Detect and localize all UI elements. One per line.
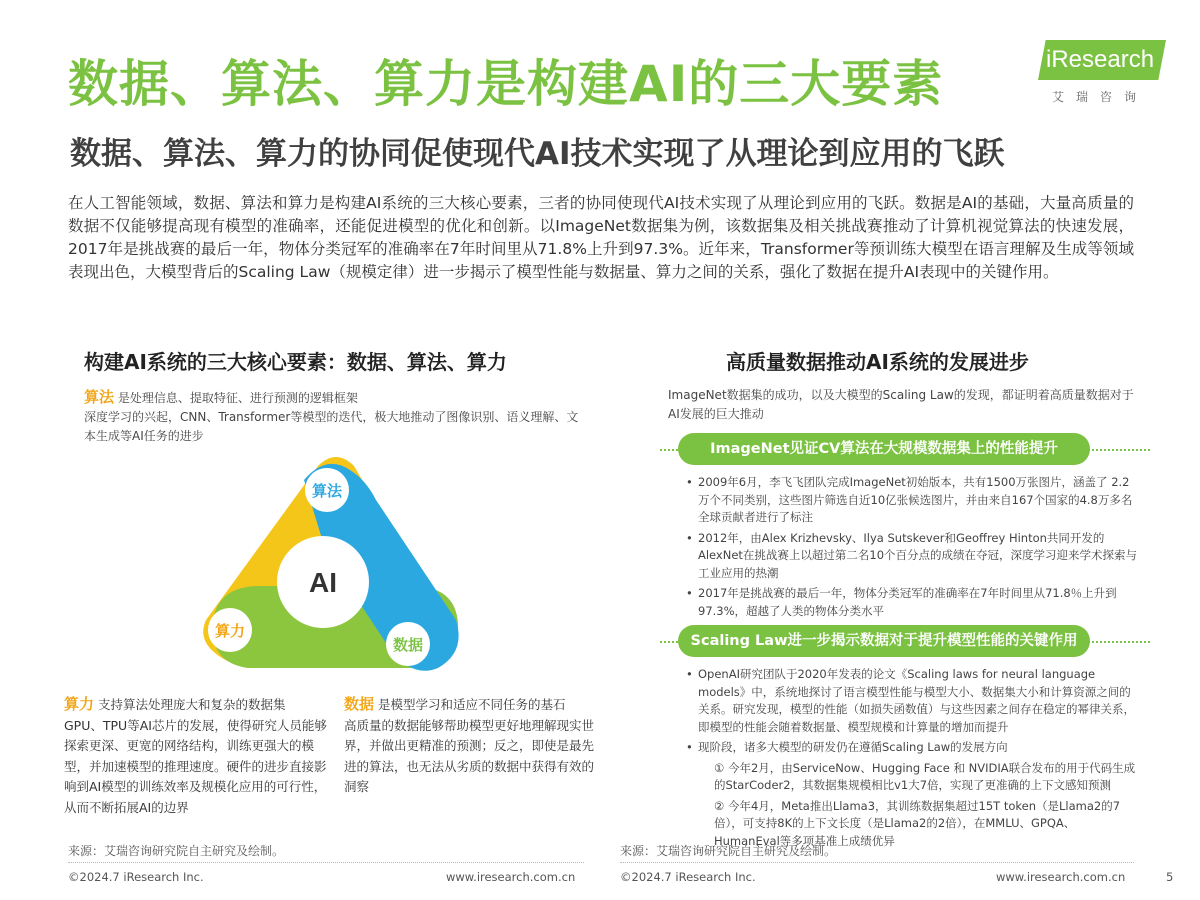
data-desc: 是模型学习和适应不同任务的基石 [378,697,566,712]
logo-tagline: 艾瑞咨询 [1052,90,1149,104]
algorithm-description [84,388,584,446]
algorithm-label: 算法 [311,482,343,500]
left-source: 来源：艾瑞咨询研究院自主研究及绘制。 [68,844,285,858]
section1-list [684,474,1138,623]
section1-title: ImageNet见证CV算法在大规模数据集上的性能提升 [678,433,1090,465]
data-detail: 高质量的数据能够帮助模型更好地理解现实世界，并做出更精准的预测；反之，即使是最先进的算法，也无法从劣质的数据中获得有效的洞察 [344,717,595,794]
footer-url-right: www.iresearch.com.cn [996,870,1126,884]
page-number: 5 [1166,870,1174,884]
algorithm-term: 算法 [84,388,115,406]
compute-detail: GPU、TPU等AI芯片的发展，使得研究人员能够探索更深、更宽的网络结构，训练更强大的模型，并加速模型的推理速度。硬件的进步直接影响到AI模型的训练效率及规模化应用的可行性，从而不断拓展AI的边界 [64,717,327,815]
intro-paragraph: 在人工智能领域，数据、算法和算力是构建AI系统的三大核心要素，三者的协同使现代AI技术实现了从理论到应用的飞跃。数据是AI的基础，大量高质量的数据不仅能够提高现有模型的准确率，还能促进模型的优化和创新。以ImageNet数据集为例，该数据集及相关挑战赛推动了计算机视觉算法的快速发展，2017年是挑战赛的最后一年，物体分类冠军的准确率在7年时间里从71.8%上升到97.3%。近年来，Transformer等预训练大模型在语言理解及生成等领域表现出色，大模型背后的Scaling Law（规模定律）进一步揭示了模型性能与数据量、算力之间的关系，强化了数据在提升AI表现中的关键作用。 [68,194,1134,281]
footer-divider-right [620,862,1134,863]
compute-description [64,694,332,818]
compute-term: 算力 [64,695,95,713]
list-subitem: ① 今年2月，由ServiceNow、Hugging Face 和 NVIDIA联合发布的用于代码生成的StarCoder2，其数据集规模相比v1大7倍，实现了更准确的上下文感知预测 [714,760,1136,792]
ai-center-label: AI [309,567,337,598]
section2-title: Scaling Law进一步揭示数据对于提升模型性能的关键作用 [678,625,1090,657]
data-term: 数据 [344,695,375,713]
list-item: • 现阶段，诸多大模型的研发仍在遵循Scaling Law的发展方向 [684,739,1138,757]
left-heading: 构建AI系统的三大核心要素：数据、算法、算力 [84,350,507,374]
data-label: 数据 [392,636,424,654]
logo-brand: iResearch [1046,46,1155,73]
compute-label: 算力 [214,622,246,640]
section2-list [684,666,1138,853]
list-item: • 2017年是挑战赛的最后一年，物体分类冠军的准确率在7年时间里从71.8％上升到97.3%，超越了人类的物体分类水平 [684,585,1138,620]
three-elements-diagram [186,448,476,688]
list-item: • 2009年6月，李飞飞团队完成ImageNet初始版本，共有1500万张图片，涵盖了 2.2万个不同类别，这些图片筛选自近10亿张候选图片，并由来自167个国家的4.8万多名全球贡献者进行了标注 [684,474,1138,527]
list-subitem: ② 今年4月，Meta推出Llama3，其训练数据集超过15T token（是Llama2的7倍），可支持8K的上下文长度（是Llama2的2倍），在MMLU、GPQA、HumanEval等多项基准上成绩优异 [714,798,1121,848]
right-source: 来源：艾瑞咨询研究院自主研究及绘制。 [620,844,837,858]
list-item: • 2012年，由Alex Krizhevsky、Ilya Sutskever和Geoffrey Hinton共同开发的AlexNet在挑战赛上以超过第二名10个百分点的成绩在夺冠，深度学习迎来学术探索与工业应用的热潮 [684,530,1138,583]
data-description [344,694,606,798]
right-lead: ImageNet数据集的成功，以及大模型的Scaling Law的发现，都证明着高质量数据对于AI发展的巨大推动 [668,388,1134,421]
algorithm-detail: 深度学习的兴起，CNN、Transformer等模型的迭代，极大地推动了图像识别、语义理解、文本生成等AI任务的进步 [84,410,579,443]
iresearch-logo [1032,40,1166,106]
footer-copyright-left: ©2024.7 iResearch Inc. [68,870,204,884]
footer-copyright-right: ©2024.7 iResearch Inc. [620,870,756,884]
page-title: 数据、算法、算力是构建AI的三大要素 [68,55,944,113]
page-subtitle: 数据、算法、算力的协同促使现代AI技术实现了从理论到应用的飞跃 [70,136,1005,172]
algorithm-desc: 是处理信息、提取特征、进行预测的逻辑框架 [117,391,358,405]
list-item: • OpenAI研究团队于2020年发表的论文《Scaling laws for neural language models》中，系统地探讨了语言模型性能与模型大小、数据集大小和计算资源之间的关系。研究发现，模型的性能（如损失函数值）与这些因素之间存在稳定的幂律关系，即模型的性能会随着数据量、模型规模和计算量的增加而提升 [684,666,1138,736]
right-heading: 高质量数据推动AI系统的发展进步 [726,350,1029,374]
footer-url-left: www.iresearch.com.cn [446,870,576,884]
footer-divider-left [68,862,584,863]
compute-desc: 支持算法处理庞大和复杂的数据集 [98,697,286,712]
